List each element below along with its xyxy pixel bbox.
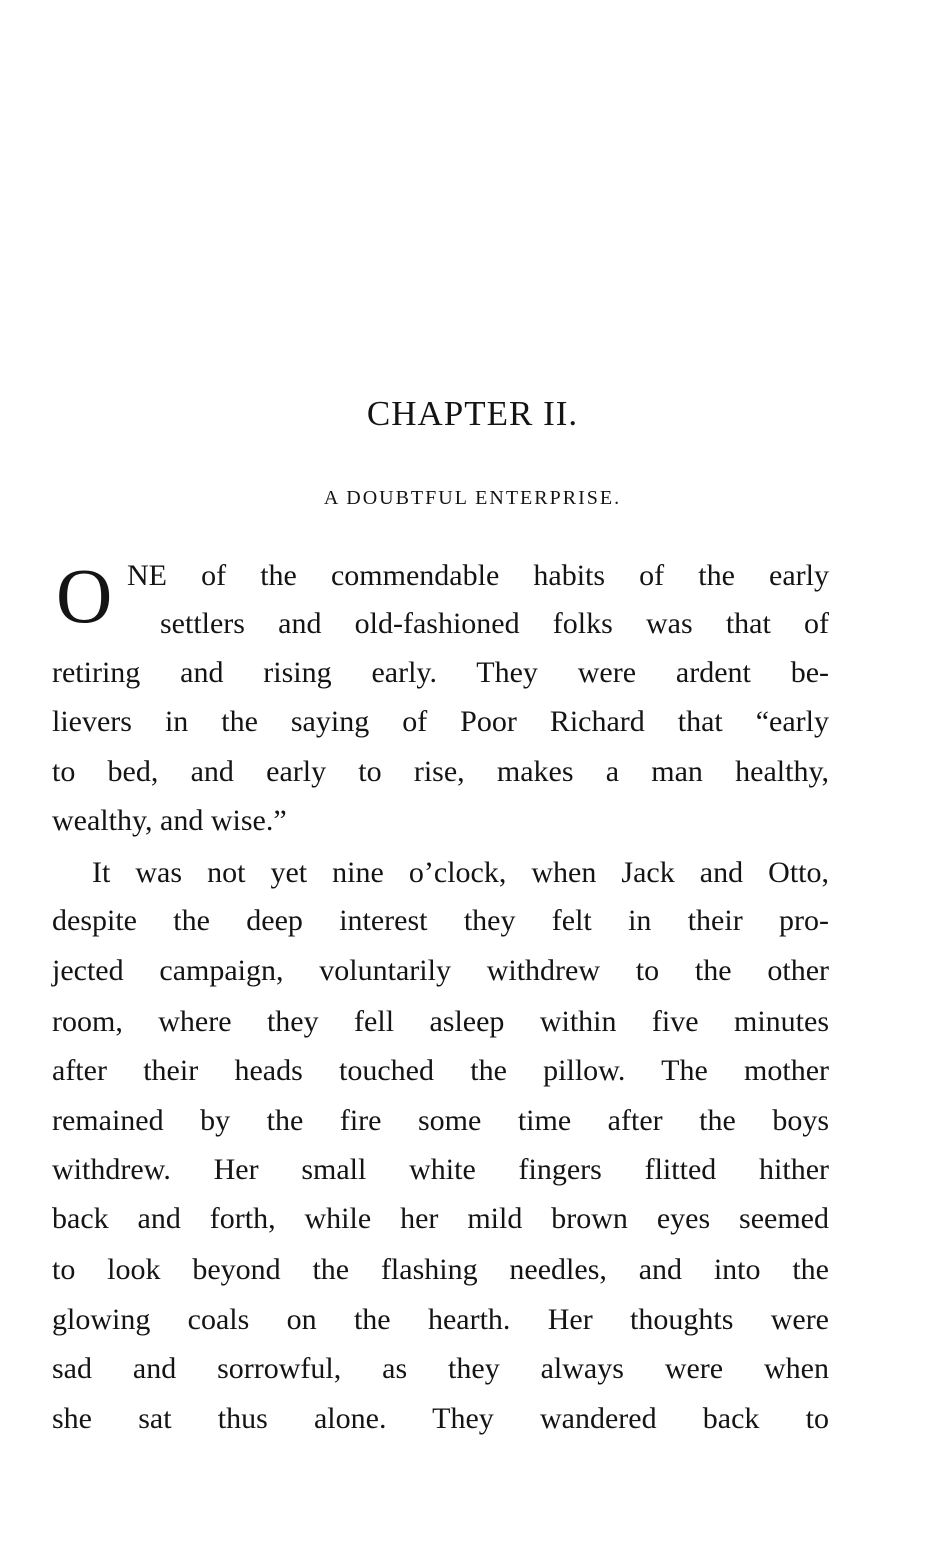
text-line: lievers in the saying of Poor Richard that “early: [52, 705, 829, 738]
text-line: settlers and old-fashioned folks was that of: [160, 607, 829, 640]
text-line: back and forth, while her mild brown eyes seemed: [52, 1202, 829, 1235]
text-line: to look beyond the flashing needles, and into the: [52, 1253, 829, 1286]
text-line: after their heads touched the pillow. The mother: [52, 1054, 829, 1087]
text-line: retiring and rising early. They were ardent be-: [52, 656, 829, 689]
chapter-subtitle: A DOUBTFUL ENTERPRISE.: [323, 487, 622, 509]
text-line: room, where they fell asleep within five minutes: [52, 1005, 829, 1038]
text-line: wealthy, and wise.”: [52, 804, 287, 837]
text-line: glowing coals on the hearth. Her thoughts were: [52, 1303, 829, 1336]
drop-cap: O: [56, 552, 113, 639]
text-line: It was not yet nine o’clock, when Jack and Otto,: [92, 856, 829, 889]
text-line: despite the deep interest they felt in their pro-: [52, 904, 829, 937]
text-line: withdrew. Her small white fingers flitted hither: [52, 1153, 829, 1186]
text-line: sad and sorrowful, as they always were when: [52, 1352, 829, 1385]
text-line: to bed, and early to rise, makes a man healthy,: [52, 755, 829, 788]
chapter-title: CHAPTER II.: [366, 394, 579, 433]
text-line: NE of the commendable habits of the early: [127, 559, 829, 592]
text-line: jected campaign, voluntarily withdrew to the other: [52, 954, 829, 987]
text-line: she sat thus alone. They wandered back to: [52, 1402, 829, 1435]
text-line: remained by the fire some time after the boys: [52, 1104, 829, 1137]
